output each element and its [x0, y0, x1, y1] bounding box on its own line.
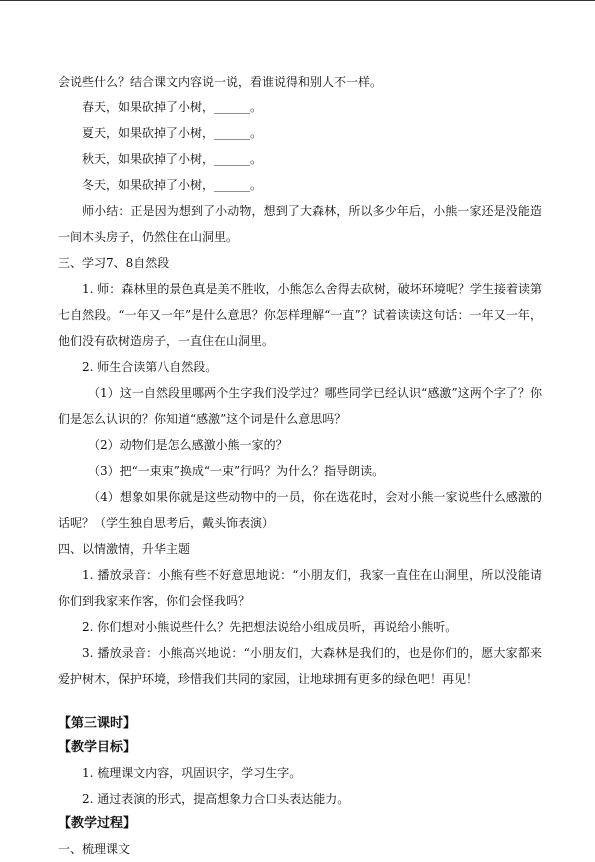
section-heading: 三、学习7、8自然段 [58, 255, 170, 270]
section-heading: 四、以情激情，升华主题 [58, 541, 191, 556]
paragraph: 1. 梳理课文内容，巩固识字，学习生字。 [82, 765, 302, 780]
paragraph: 夏天，如果砍掉了小树，______。 [82, 125, 263, 140]
header-rule [0, 0, 595, 1]
section-title: 【教学过程】 [58, 815, 137, 831]
paragraph: 春天，如果砍掉了小树，______。 [82, 99, 263, 114]
paragraph: （2）动物们是怎么感激小熊一家的？ [88, 437, 288, 452]
section-heading: 一、梳理课文 [58, 841, 131, 856]
paragraph: 2. 师生合读第八自然段。 [82, 359, 218, 374]
paragraph: 1. 师：森林里的景色真是美不胜收，小熊怎么舍得去砍树，破坏环境呢？学生接着读第七自然段。“一年又一年”是什么意思？你怎样理解“一直”？试着读读这句话：一年又一年，他们没有砍树造房子，一直住在山洞里。 [58, 281, 542, 348]
section-title: 【教学目标】 [58, 739, 137, 755]
paragraph: 会说些什么？结合课文内容说一说，看谁说得和别人不一样。 [58, 75, 383, 89]
paragraph: （4）想象如果你就是这些动物中的一员，你在选花时，会对小熊一家说些什么感激的话呢？（学生独自思考后，戴头饰表演） [58, 489, 542, 530]
document-body [58, 72, 542, 862]
paragraph: （1）这一自然段里哪两个生字我们没学过？哪些同学已经认识“感激”这两个字了？你们是怎么认识的？你知道“感激”这个词是什么意思吗？ [58, 385, 542, 426]
paragraph: 冬天，如果砍掉了小树，______。 [82, 177, 263, 192]
paragraph: 1. 播放录音：小熊有些不好意思地说：“小朋友们，我家一直住在山洞里，所以没能请你们到我家来作客，你们会怪我吗？ [58, 567, 542, 608]
paragraph: 2. 通过表演的形式，提高想象力合口头表达能力。 [82, 791, 350, 806]
paragraph: 秋天，如果砍掉了小树，______。 [82, 151, 263, 166]
paragraph: 3. 播放录音：小熊高兴地说：“小朋友们，大森林是我们的，也是你们的，愿大家都来爱护树木，保护环境，珍惜我们共同的家园，让地球拥有更多的绿色吧！再见！ [58, 645, 542, 686]
paragraph: 2. 你们想对小熊说些什么？先把想法说给小组成员听，再说给小熊听。 [82, 619, 458, 634]
spacer [58, 692, 542, 712]
paragraph: （3）把“一束束”换成“一束”行吗？为什么？指导朗读。 [88, 463, 385, 478]
paragraph: 师小结：正是因为想到了小动物，想到了大森林，所以多少年后，小熊一家还是没能造一间木头房子，仍然住在山洞里。 [58, 203, 542, 244]
lesson-title: 【第三课时】 [58, 715, 137, 731]
